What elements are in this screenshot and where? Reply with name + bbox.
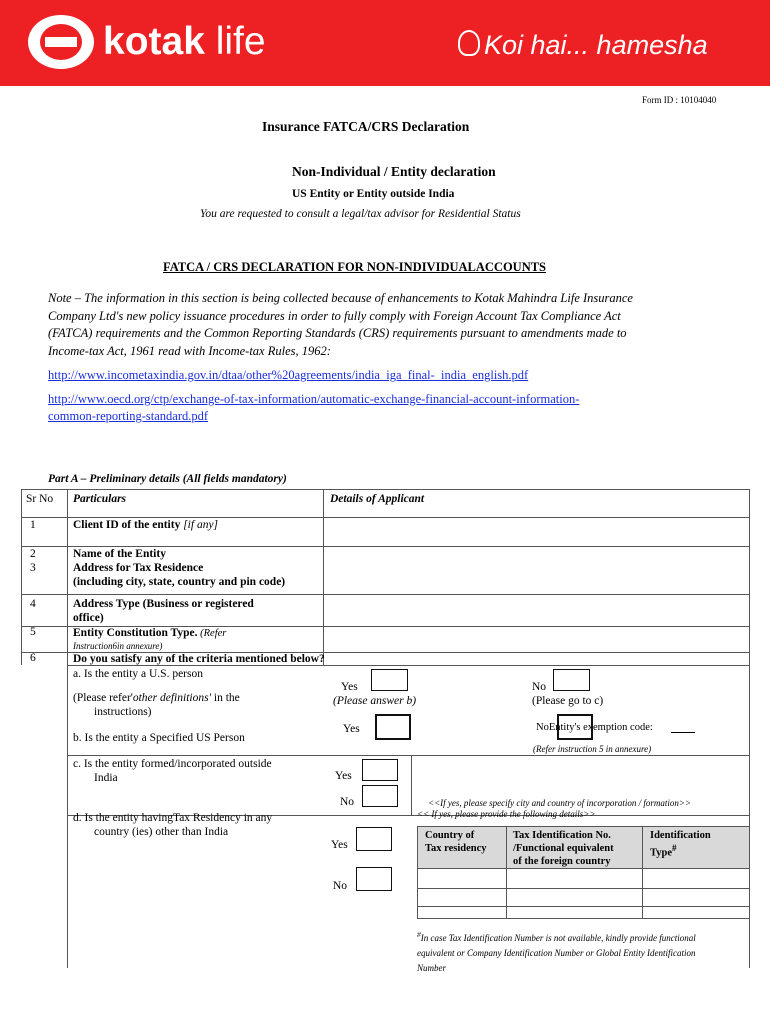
d-no-label: No <box>333 880 348 892</box>
row3-label-sub: (including city, state, country and pin code) <box>73 576 286 588</box>
section-heading: FATCA / CRS DECLARATION FOR NON-INDIVIDUALACCOUNTS <box>163 260 547 274</box>
brand-name: kotak life <box>103 20 266 63</box>
entity-name-address-field[interactable] <box>324 547 748 593</box>
c-yes-checkbox[interactable] <box>362 759 398 781</box>
link-incometax[interactable]: http://www.incometaxindia.gov.in/dtaa/other%20agreements/india_iga_final-_india_english.pdf <box>48 368 529 382</box>
c-note: <<If yes, please specify city and country of incorporation / formation>> <box>428 798 691 808</box>
c-yes-label: Yes <box>335 770 352 782</box>
row3-number: 3 <box>30 562 36 574</box>
sub-col-tin: Tax Identification No. <box>513 830 611 841</box>
col-sr-no: Sr No <box>26 493 54 505</box>
row5-number: 5 <box>30 626 36 638</box>
link-oecd-cont[interactable]: common-reporting-standard.pdf <box>48 409 209 423</box>
table-right-border <box>749 665 750 968</box>
row6-number: 6 <box>30 652 36 664</box>
table-right-border <box>749 489 750 665</box>
row2-label: Name of the Entity <box>73 548 166 560</box>
question-c-2: India <box>94 772 118 784</box>
d-note: << If yes, please provide the following details>> <box>417 809 596 819</box>
d-yes-checkbox[interactable] <box>356 827 392 851</box>
entity-line: US Entity or Entity outside India <box>292 188 455 200</box>
note-paragraph: Note – The information in this section is being collected because of enhancements to Kotak Mahindra Life Insurance Company Ltd's new policy issuance procedures in order to fully comply with Foreign Account Tax Compliance Act (FATCA) requirements and the Common Reporting Standards (CRS) requirements pursuant to amendments made to Income-tax Act, 1961 read with Income-tax Rules, 1962: <box>48 291 633 358</box>
part-a-heading: Part A – Preliminary details (All fields mandatory) <box>48 473 287 485</box>
question-a: a. Is the entity a U.S. person <box>73 668 203 680</box>
sub-col-country: Country of <box>425 830 475 841</box>
row1-label: Client ID of the entity [if any] <box>73 519 219 531</box>
page-title: Insurance FATCA/CRS Declaration <box>262 119 470 134</box>
question-d: d. Is the entity havingTax Residency in any <box>73 812 273 824</box>
row4-number: 4 <box>30 598 36 610</box>
client-id-field[interactable] <box>324 518 748 545</box>
row6-question: Do you satisfy any of the criteria mentioned below? <box>73 653 325 665</box>
address-type-field[interactable] <box>324 595 748 625</box>
question-a-note: (Please refer'other definitions' in the <box>73 692 240 704</box>
table-top-border <box>21 489 749 490</box>
d-no-checkbox[interactable] <box>356 867 392 891</box>
c-no-checkbox[interactable] <box>362 785 398 807</box>
row4-label-sub: office) <box>73 612 104 624</box>
row1-number: 1 <box>30 519 36 531</box>
table-col-divider <box>67 489 68 665</box>
sub-col-idtype: Identification <box>650 830 711 841</box>
exemption-code-field[interactable] <box>671 732 695 733</box>
row5-label: Entity Constitution Type. (Refer <box>73 627 227 639</box>
sub-col-tin-3: of the foreign country <box>513 856 611 867</box>
table-left-border <box>21 489 22 665</box>
row3-label: Address for Tax Residence <box>73 562 204 574</box>
a-no-note: (Please go to c) <box>532 695 604 707</box>
b-yes-label: Yes <box>343 723 360 735</box>
kotak-logo-bar <box>45 37 77 47</box>
row-divider <box>67 665 750 666</box>
row6-left-border <box>67 815 68 968</box>
b-no-exemption: NoEntity's exemption code: <box>536 722 653 733</box>
a-no-checkbox[interactable] <box>553 669 590 691</box>
d-yes-label: Yes <box>331 839 348 851</box>
row2-number: 2 <box>30 548 36 560</box>
col-details: Details of Applicant <box>330 493 425 505</box>
question-b: b. Is the entity a Specified US Person <box>73 732 245 744</box>
b-refer-note: (Refer instruction 5 in annexure) <box>533 744 652 754</box>
question-c: c. Is the entity formed/incorporated outside <box>73 758 272 770</box>
a-no-label: No <box>532 681 547 693</box>
row6-left-border <box>67 665 68 755</box>
sub-col-country-2: Tax residency <box>425 843 487 854</box>
footnote: #In case Tax Identification Number is not available, kindly provide functional equivalent or Company Identification Number or Global Entity Identification Number <box>417 930 696 973</box>
question-d-2: country (ies) other than India <box>94 826 229 838</box>
sub-col-tin-2: /Functional equivalent <box>513 843 614 854</box>
tagline: Koi hai... hamesha <box>458 28 708 62</box>
c-no-label: No <box>340 796 355 808</box>
sub-col-idtype-2: Type# <box>650 843 677 859</box>
row4-label: Address Type (Business or registered <box>73 598 254 610</box>
a-yes-checkbox[interactable] <box>371 669 408 691</box>
b-no-checkbox[interactable] <box>557 714 593 740</box>
row6-left-border <box>67 755 68 815</box>
col-particulars: Particulars <box>73 493 127 505</box>
constitution-type-field[interactable] <box>324 627 748 651</box>
a-yes-note: (Please answer b) <box>333 695 417 707</box>
row5-ref: Instruction6in annexure) <box>73 641 163 651</box>
link-oecd[interactable]: http://www.oecd.org/ctp/exchange-of-tax-information/automatic-exchange-financial-account-information- <box>48 392 580 406</box>
flame-icon <box>458 30 480 56</box>
question-a-note-2: instructions) <box>94 706 152 718</box>
page-subtitle: Non-Individual / Entity declaration <box>292 164 496 179</box>
form-id: Form ID : 10104040 <box>642 95 717 105</box>
subtable-row-divider <box>417 918 749 919</box>
incorporation-field[interactable] <box>412 756 748 796</box>
a-yes-label: Yes <box>341 681 358 693</box>
tax-residency-rows[interactable] <box>418 868 748 918</box>
b-yes-checkbox[interactable] <box>375 714 411 740</box>
advice-text: You are requested to consult a legal/tax advisor for Residential Status <box>200 208 521 220</box>
